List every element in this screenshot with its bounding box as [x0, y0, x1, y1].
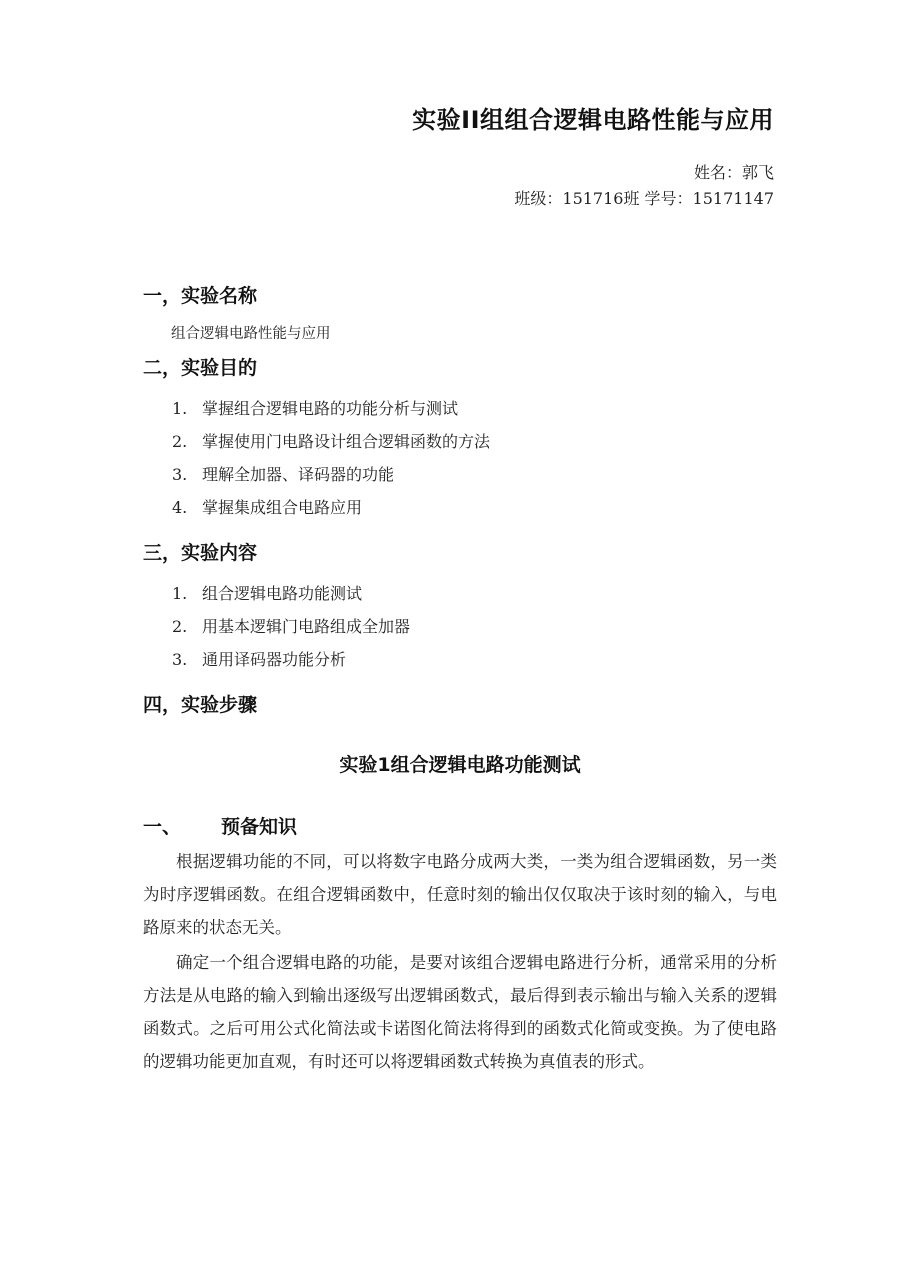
- list-number: 3.: [172, 650, 188, 669]
- list-item: [172, 581, 362, 604]
- paragraph-2: 确定一个组合逻辑电路的功能，是要对该组合逻辑电路进行分析，通常采用的分析方法是从电路的输入到输出逐级写出逻辑函数式，最后得到表示输出与输入关系的逻辑函数式。之后可用公式化简法或卡诺图化简法将得到的函数式化简或变换。为了使电路的逻辑功能更加直观，有时还可以将逻辑函数式转换为真值表的形式。: [143, 953, 777, 1071]
- list-number: 2.: [172, 617, 188, 636]
- list-item: [172, 396, 458, 419]
- list-item: [172, 462, 394, 485]
- subsection-heading-preliminary: [143, 812, 297, 839]
- list-text: 掌握组合逻辑电路的功能分析与测试: [202, 399, 459, 418]
- list-text: 掌握使用门电路设计组合逻辑函数的方法: [202, 432, 491, 451]
- author-name: 姓名：郭飞: [693, 163, 774, 182]
- list-text: 理解全加器、译码器的功能: [202, 465, 395, 484]
- experiment1-title: 实验1组合逻辑电路功能测试: [339, 754, 581, 776]
- list-number: 3.: [172, 465, 188, 484]
- list-text: 用基本逻辑门电路组成全加器: [202, 617, 411, 636]
- list-number: 1.: [172, 584, 188, 603]
- list-text: 掌握集成组合电路应用: [202, 498, 363, 517]
- experiment-name-text: 组合逻辑电路性能与应用: [171, 326, 331, 342]
- section-heading-experiment-name: 一，实验名称: [143, 285, 258, 307]
- list-number: 4.: [172, 498, 188, 517]
- subsection-title: 预备知识: [221, 816, 298, 838]
- section-heading-objectives: 二，实验目的: [143, 357, 258, 379]
- list-item: [172, 614, 410, 637]
- list-item: [172, 647, 346, 670]
- section-heading-steps: 四，实验步骤: [143, 694, 258, 716]
- subsection-number: 一、: [143, 816, 182, 838]
- list-text: 组合逻辑电路功能测试: [202, 584, 363, 603]
- list-item: [172, 429, 490, 452]
- list-text: 通用译码器功能分析: [202, 650, 347, 669]
- list-item: [172, 495, 362, 518]
- class-and-student-id: 班级：151716班 学号：15171147: [514, 189, 774, 208]
- list-number: 1.: [172, 399, 188, 418]
- paragraph-1: 根据逻辑功能的不同，可以将数字电路分成两大类，一类为组合逻辑函数，另一类为时序逻辑函数。在组合逻辑函数中，任意时刻的输出仅仅取决于该时刻的输入，与电路原来的状态无关。: [143, 852, 777, 937]
- list-number: 2.: [172, 432, 188, 451]
- section-heading-contents: 三，实验内容: [143, 542, 258, 564]
- document-title: 实验II组组合逻辑电路性能与应用: [412, 106, 774, 134]
